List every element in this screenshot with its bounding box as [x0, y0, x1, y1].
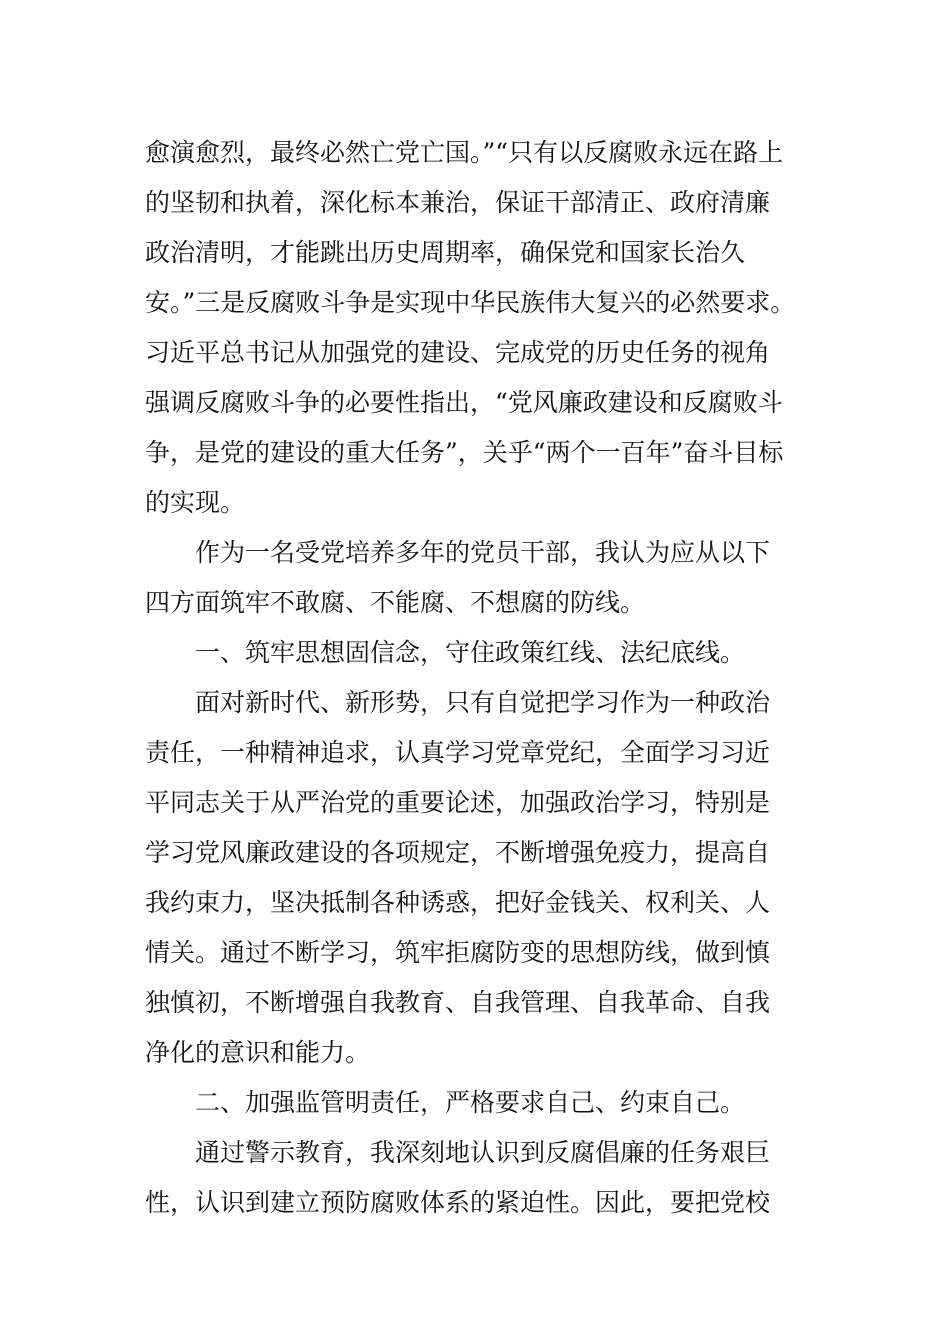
text-line: 的坚韧和执着，深化标本兼治，保证干部清正、政府清廉 — [145, 188, 771, 217]
text-line: 强调反腐败斗争的必要性指出，“党风廉政建设和反腐败斗 — [145, 388, 783, 417]
text-line: 性，认识到建立预防腐败体系的紧迫性。因此，要把党校 — [145, 1188, 771, 1217]
text-line: 的实现。 — [145, 488, 246, 517]
section-heading-2: 二、加强监管明责任，严格要求自己、约束自己。 — [195, 1088, 746, 1117]
paragraph-first-line: 面对新时代、新形势，只有自觉把学习作为一种政治 — [195, 688, 771, 717]
text-line: 情关。通过不断学习，筑牢拒腐防变的思想防线，做到慎 — [145, 938, 771, 967]
text-line: 争，是党的建设的重大任务”，关乎“两个一百年”奋斗目标 — [145, 438, 784, 467]
text-line: 学习党风廉政建设的各项规定，不断增强免疫力，提高自 — [145, 838, 771, 867]
document-body — [145, 128, 815, 1228]
text-line: 净化的意识和能力。 — [145, 1038, 371, 1067]
text-line: 习近平总书记从加强党的建设、完成党的历史任务的视角 — [145, 338, 771, 367]
text-line: 愈演愈烈，最终必然亡党亡国。”“只有以反腐败永远在路上 — [145, 138, 784, 167]
text-line: 责任，一种精神追求，认真学习党章党纪，全面学习习近 — [145, 738, 771, 767]
text-line: 安。”三是反腐败斗争是实现中华民族伟大复兴的必然要求。 — [145, 288, 796, 317]
text-line: 独慎初，不断增强自我教育、自我管理、自我革命、自我 — [145, 988, 771, 1017]
text-line: 我约束力，坚决抵制各种诱惑，把好金钱关、权利关、人 — [145, 888, 771, 917]
text-line: 四方面筑牢不敢腐、不能腐、不想腐的防线。 — [145, 588, 646, 617]
text-line: 政治清明，才能跳出历史周期率，确保党和国家长治久 — [145, 238, 746, 267]
paragraph-first-line: 通过警示教育，我深刻地认识到反腐倡廉的任务艰巨 — [195, 1138, 771, 1167]
section-heading-1: 一、筑牢思想固信念，守住政策红线、法纪底线。 — [195, 638, 746, 667]
text-line: 平同志关于从严治党的重要论述，加强政治学习，特别是 — [145, 788, 771, 817]
paragraph-first-line: 作为一名受党培养多年的党员干部，我认为应从以下 — [195, 538, 771, 567]
